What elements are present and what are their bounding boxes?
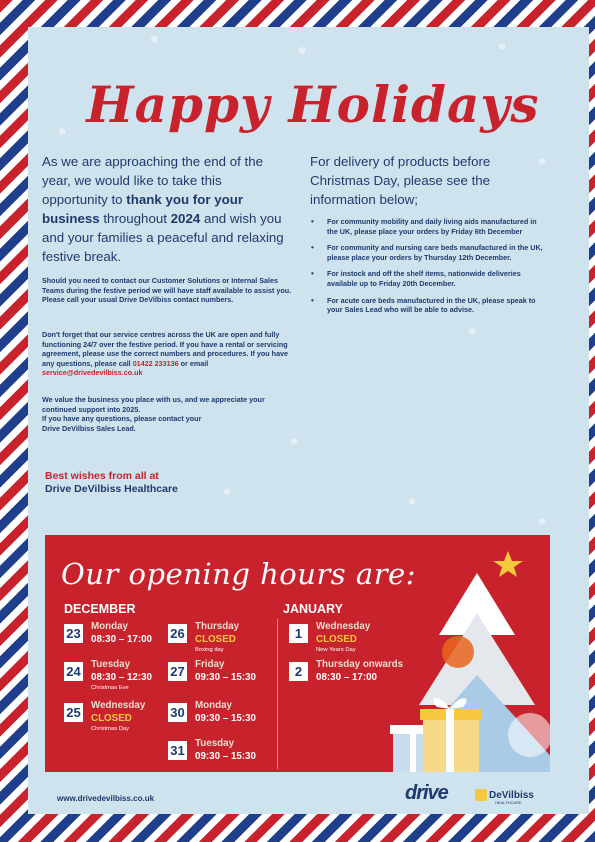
weekday: Tuesday xyxy=(91,659,131,670)
weekday: Wednesday xyxy=(316,621,371,632)
christmas-tree-illustration xyxy=(385,535,550,772)
weekday: Thursday onwards xyxy=(316,659,404,670)
bauble-icon xyxy=(442,636,474,668)
star-icon xyxy=(493,551,523,577)
snowflake-icon: ❄ xyxy=(290,437,299,448)
date-box: 24 xyxy=(64,662,83,681)
snowflake-icon: ❄ xyxy=(538,517,547,528)
devilbiss-wordmark: DeVilbiss xyxy=(489,790,534,801)
thanks-line: If you have any questions, please contact your xyxy=(42,414,202,424)
hours-closed: CLOSED xyxy=(91,713,132,724)
gift-ribbon-icon xyxy=(410,725,416,772)
thanks-line: We value the business you place with us, and we appreciate your continued support into 2025. xyxy=(42,395,265,414)
email-link[interactable]: service@drivedevilbiss.co.uk xyxy=(42,368,143,378)
weekday: Tuesday xyxy=(195,738,235,749)
weekday: Monday xyxy=(91,621,129,632)
date-box: 27 xyxy=(168,662,187,681)
hours-time: 08:30 – 12:30 xyxy=(91,672,153,683)
delivery-item xyxy=(310,296,548,315)
holiday-note: Christmas Eve xyxy=(91,685,129,691)
signoff-company: Drive DeVilbiss Healthcare xyxy=(45,483,178,495)
date-box: 1 xyxy=(289,624,308,643)
delivery-item xyxy=(310,269,548,288)
delivery-text: For instock and off the shelf items, nationwide deliveries available up to xyxy=(327,269,521,288)
intro-text xyxy=(42,152,287,266)
service-paragraph xyxy=(42,330,292,378)
date-box: 2 xyxy=(289,662,308,681)
snowflake-icon: ❄ xyxy=(298,46,307,57)
opening-hours-title: Our opening hours are: xyxy=(61,557,416,591)
opening-hours-panel xyxy=(45,535,550,772)
date-box: 31 xyxy=(168,741,187,760)
intro-part: As we are approaching the end of the year, we would like to take this opportunity to xyxy=(42,154,264,207)
snowflake-icon: ❄ xyxy=(223,487,232,498)
date-box: 23 xyxy=(64,624,83,643)
thanks-line: Drive DeVilbiss Sales Lead. xyxy=(42,423,136,433)
gift-ribbon-icon xyxy=(446,709,454,772)
december-heading: DECEMBER xyxy=(64,602,136,616)
holiday-note: Boxing day xyxy=(195,647,224,653)
healthcare-wordmark: HEALTHCARE xyxy=(495,800,522,805)
delivery-intro: For delivery of products before Christmas Day, please see the information below; xyxy=(310,154,491,207)
contact-paragraph: Should you need to contact our Customer Solutions or Internal Sales Teams during the festive period we will have staff available to assist you. Please call your usual Drive DeVilbiss contact numbers. xyxy=(42,276,292,305)
weekday: Thursday xyxy=(195,621,240,632)
holiday-note: Christmas Day xyxy=(91,726,130,732)
hours-closed: CLOSED xyxy=(316,634,357,645)
delivery-text: For acute care beds manufactured in the UK, please speak to your Sales Lead who will be able to advise. xyxy=(327,295,536,315)
snowflake-icon: ❄ xyxy=(468,327,477,338)
snowflake-icon: ❄ xyxy=(538,157,547,168)
devilbiss-logo xyxy=(475,787,555,805)
delivery-item xyxy=(310,217,548,236)
hours-time: 08:30 – 17:00 xyxy=(316,672,378,683)
delivery-deadline: Thursday 12th December. xyxy=(424,252,512,262)
hours-closed: CLOSED xyxy=(195,634,236,645)
phone-number[interactable]: 01422 233136 xyxy=(132,358,179,368)
holiday-note: New Years Day xyxy=(316,647,356,653)
weekday: Monday xyxy=(195,700,233,711)
page-title: Happy Holidays xyxy=(86,75,540,134)
date-box: 26 xyxy=(168,624,187,643)
intro-part: throughout xyxy=(103,211,167,226)
delivery-text: For community mobility and daily living aids manufactured in the UK, please place your orders by xyxy=(327,217,537,236)
intro-year: 2024 xyxy=(170,211,201,226)
signoff xyxy=(45,470,178,496)
intro-part: and wish you and your families a peaceful and relaxing festive break. xyxy=(42,211,284,264)
drive-logo: drive xyxy=(405,782,448,804)
delivery-item xyxy=(310,243,548,262)
hours-time: 09:30 – 15:30 xyxy=(195,751,257,762)
delivery-deadline: Friday 20th December. xyxy=(378,278,456,288)
bauble-icon xyxy=(508,713,550,757)
hours-time: 08:30 – 17:00 xyxy=(91,634,153,645)
hours-time: 09:30 – 15:30 xyxy=(195,713,257,724)
date-box: 25 xyxy=(64,703,83,722)
weekday: Friday xyxy=(195,659,225,670)
website-link[interactable]: www.drivedevilbiss.co.uk xyxy=(57,794,155,803)
delivery-list xyxy=(310,217,548,322)
delivery-deadline: Friday 6th December xyxy=(451,226,523,236)
intro-emphasis: thank you for your business xyxy=(42,192,244,226)
thanks-paragraph xyxy=(42,395,292,433)
date-box: 30 xyxy=(168,703,187,722)
weekday: Wednesday xyxy=(91,700,146,711)
january-heading: JANUARY xyxy=(283,602,343,616)
service-text: Don't forget that our service centres across the UK are open and fully functioning 24/7 over the festive period. If you have a rental or servicing agreement, please use the correct numbers and procedures. If you have any questions, please call xyxy=(42,330,289,368)
hours-time: 09:30 – 15:30 xyxy=(195,672,257,683)
service-text: or email xyxy=(180,358,209,368)
delivery-text: For community and nursing care beds manufactured in the UK, please place your orders by xyxy=(327,243,543,262)
signoff-line: Best wishes from all at xyxy=(45,470,159,482)
snowflake-icon: ❄ xyxy=(498,42,507,53)
snowflake-icon: ❄ xyxy=(408,497,417,508)
letter-paper xyxy=(28,27,589,814)
snowflake-icon: ❄ xyxy=(58,127,67,138)
snowflake-icon: ❄ xyxy=(150,35,159,46)
